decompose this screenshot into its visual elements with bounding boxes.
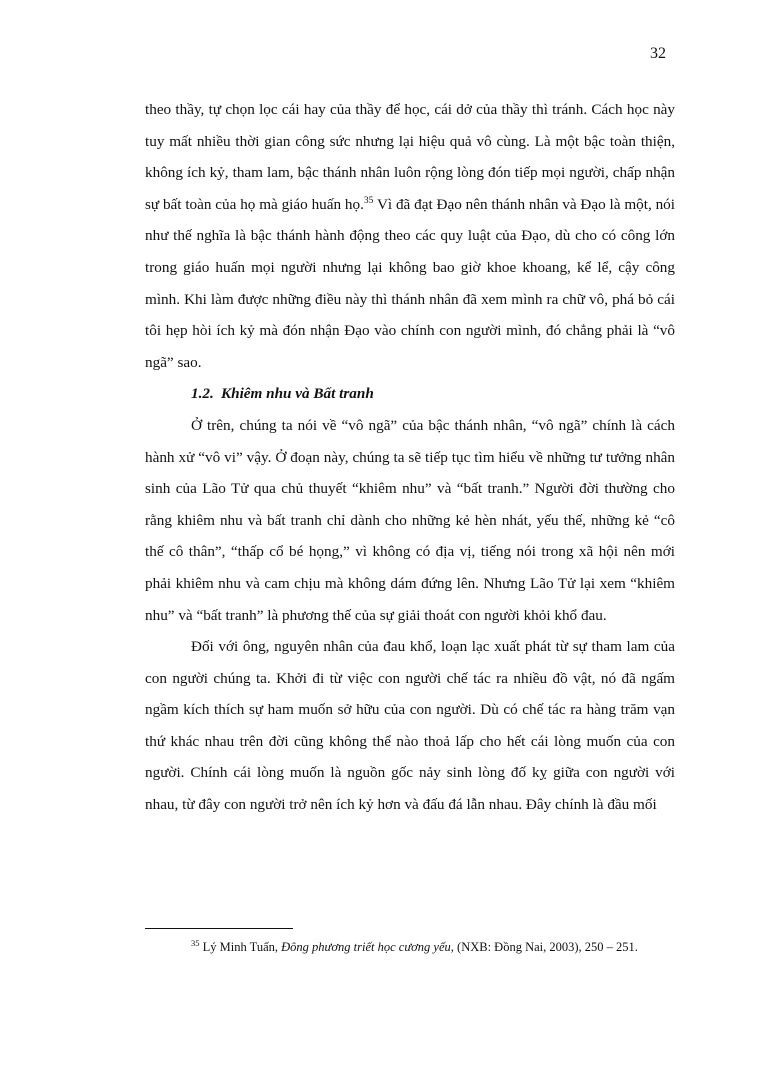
footnote-divider — [145, 928, 293, 929]
paragraph-1-text-a: theo thầy, tự chọn lọc cái hay của thầy để học, cái dở của thầy thì tránh. Cách học này tuy mất nhiều thời gian công sức nhưng lại hiệu quả vô cùng. Là một bậc toàn thiện, không ích kỷ, tham lam, bậc thánh nhân luôn rộng lòng đón tiếp mọi người, chấp nhận sự bất toàn của họ mà giáo huấn họ. — [145, 101, 675, 213]
footnote-author: Lý Minh Tuấn, — [199, 940, 282, 954]
footnote-reference[interactable]: 35 — [363, 195, 374, 206]
body-text — [145, 94, 675, 821]
section-heading-number: 1.2. — [191, 385, 214, 403]
section-heading-title: Khiêm nhu và Bất tranh — [221, 385, 374, 403]
footnote-number: 35 — [191, 937, 200, 948]
section-heading — [145, 378, 675, 410]
paragraph-2: Ở trên, chúng ta nói về “vô ngã” của bậc thánh nhân, “vô ngã” chính là cách hành xử “vô vi” vậy. Ở đoạn này, chúng ta sẽ tiếp tục tìm hiểu về những tư tưởng nhân sinh của Lão Tử qua chủ thuyết “khiêm nhu” và “bất tranh.” Người đời thường cho rằng khiêm nhu và bất tranh chỉ dành cho những kẻ hèn nhát, yếu thế, những kẻ “cô thế cô thân”, “thấp cổ bé họng,” vì không có địa vị, tiếng nói trong xã hội nên mới phải khiêm nhu và cam chịu mà không dám đứng lên. Nhưng Lão Tử lại xem “khiêm nhu” và “bất tranh” là phương thế của sự giải thoát con người khỏi khổ đau. — [145, 416, 675, 624]
paragraph-3: Đối với ông, nguyên nhân của đau khổ, loạn lạc xuất phát từ sự tham lam của con người chúng ta. Khởi đi từ việc con người chế tác ra nhiều đồ vật, nó đã ngấm ngầm kích thích sự ham muốn sở hữu của con người. Dù có chế tác ra hàng trăm vạn thứ khác nhau trên đời cũng không thể nào thoả lấp cho hết cái lòng muốn của con người. Chính cái lòng muốn là nguồn gốc nảy sinh lòng đố kỵ giữa con người với nhau, từ đây con người trở nên ích kỷ hơn và đấu đá lẫn nhau. Đây chính là đầu mối — [145, 638, 675, 814]
footnote — [191, 938, 675, 956]
footnote-details: , (NXB: Đồng Nai, 2003), 250 – 251. — [450, 940, 638, 954]
paragraph-1 — [145, 94, 675, 378]
footnote-book-title: Đông phương triết học cương yếu — [281, 940, 451, 954]
paragraph-1-text-b: Vì đã đạt Đạo nên thánh nhân và Đạo là một, nói như thế nghĩa là bậc thánh hành động theo các quy luật của Đạo, dù cho có công lớn trong giáo huấn mọi người nhưng lại không bao giờ khoe khoang, kể lể, cậy công mình. Khi làm được những điều này thì thánh nhân đã xem mình ra chữ vô, phá bỏ cái tôi hẹp hòi ích kỷ mà đón nhận Đạo vào chính con người mình, đó chẳng phải là “vô ngã” sao. — [145, 195, 675, 371]
page-number: 32 — [650, 45, 666, 62]
